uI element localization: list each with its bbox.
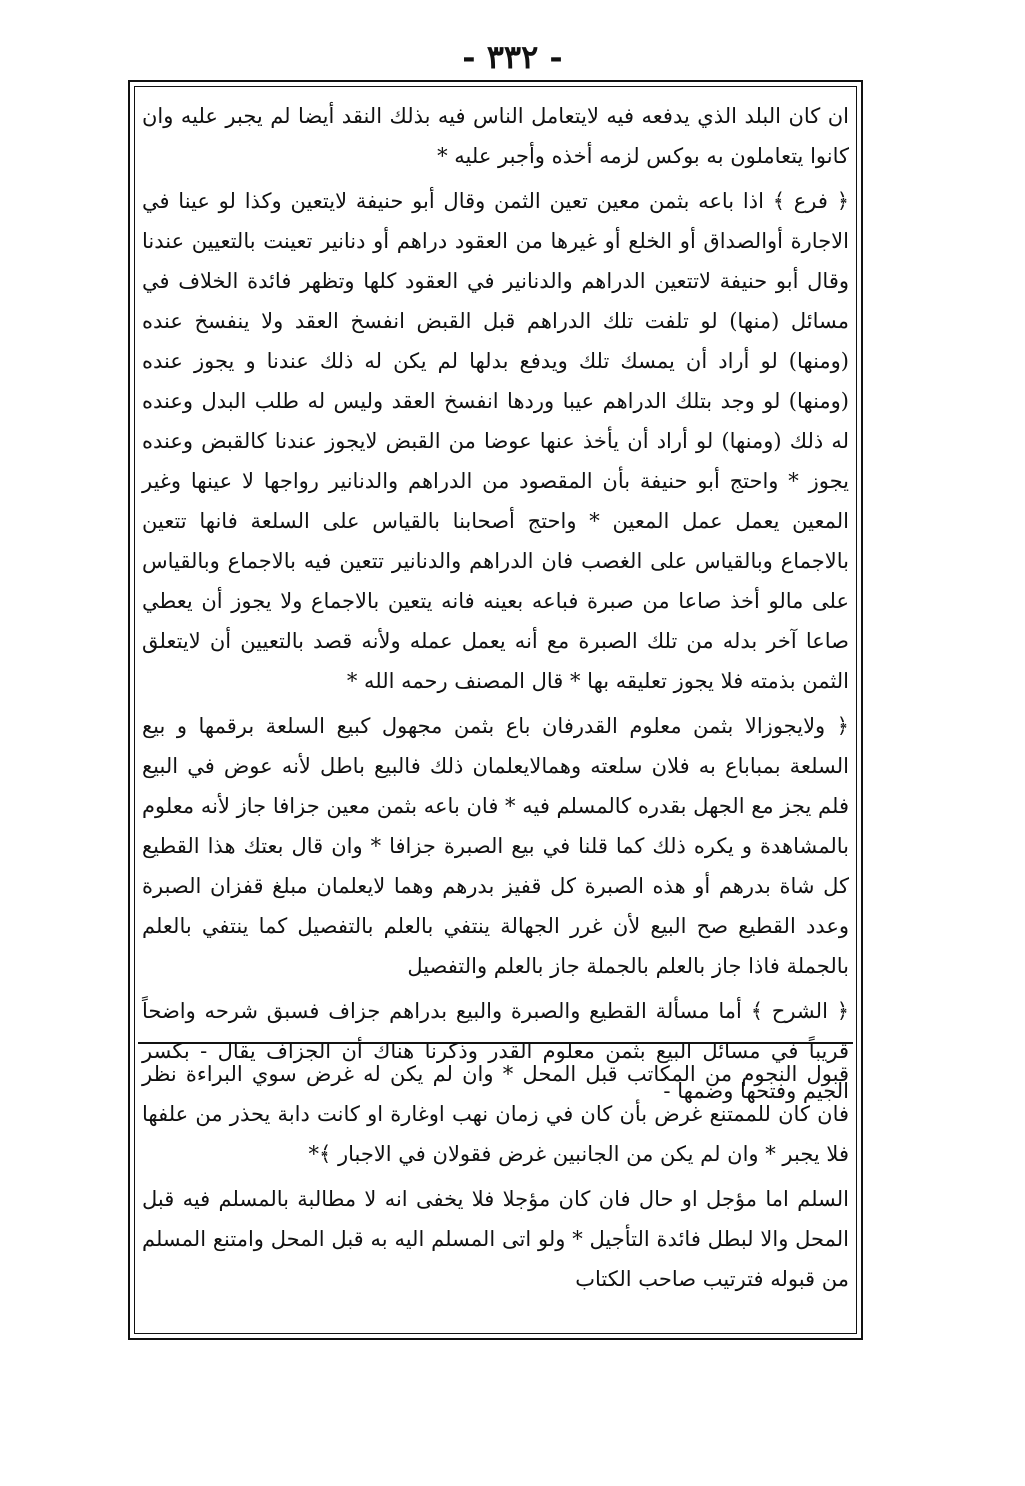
footnote-paragraph: السلم اما مؤجل او حال فان كان مؤجلا فلا يخفى انه لا مطالبة بالمسلم فيه قبل المحل والا لبطل فائدة التأجيل * ولو اتى المسلم اليه به قبل المحل وامتنع المسلم من قبوله فترتيب صاحب الكتاب — [142, 1187, 849, 1291]
main-paragraph: ان كان البلد الذي يدفعه فيه لايتعامل الناس فيه بذلك النقد أيضا لم يجبر عليه وان كانوا يتعاملون به بوكس لزمه أخذه وأجبر عليه * — [142, 104, 849, 168]
main-paragraph: ﴿ فرع ﴾ اذا باعه بثمن معين تعين الثمن وقال أبو حنيفة لايتعين وكذا لو عينا في الاجارة أوالصداق أو الخلع أو غيرها من العقود دراهم أو دنانير تعينت بالتعيين عندنا وقال أبو حنيفة لاتتعين الدراهم والدنانير في العقود كلها وتظهر فائدة الخلاف في مسائل (منها) لو تلفت تلك الدراهم قبل القبض انفسخ العقد ولا ينفسخ عنده (ومنها) لو أراد أن يمسك تلك ويدفع بدلها لم يكن له ذلك عندنا و يجوز عنده (ومنها) لو وجد بتلك الدراهم عيبا وردها انفسخ العقد وليس له طلب البدل وعنده له ذلك (ومنها) لو أراد أن يأخذ عنها عوضا من القبض لايجوز عندنا كالقبض وعنده يجوز * واحتج أبو حنيفة بأن المقصود من الدراهم والدنانير رواجها لا عينها وغير المعين يعمل عمل المعين * واحتج أصحابنا بالقياس على السلعة فانها تتعين بالاجماع وبالقياس على الغصب فان الدراهم والدنانير تتعين فيه بالاجماع وبالقياس على مالو أخذ صاعا من صبرة فباعه بعينه فانه يتعين بالاجماع ولا يجوز أن يعطي صاعا آخر بدله من تلك الصبرة مع أنه يعمل عمله ولأنه قصد بالتعيين أن لايتعلق الثمن بذمته فلا يجوز تعليقه بها * قال المصنف رحمه الله * — [142, 189, 849, 693]
main-paragraph: ﴿ ولايجوزالا بثمن معلوم القدرفان باع بثمن مجهول كبيع السلعة برقمها و بيع السلعة بمباباع به فلان سلعته وهمالايعلمان ذلك فالبيع باطل لأنه عوض في البيع فلم يجز مع الجهل بقدره كالمسلم فيه * فان باعه بثمن معين جزافا جاز لأنه معلوم بالمشاهدة و يكره ذلك كما قلنا في بيع الصبرة جزافا * وان قال بعتك هذا القطيع كل شاة بدرهم أو هذه الصبرة كل قفيز بدرهم وهما لايعلمان مبلغ قفزان الصبرة وعدد القطيع صح البيع لأن غرر الجهالة ينتفي بالعلم بالتفصيل كما ينتفي بالعلم بالجملة فاذا جاز بالعلم بالجملة جاز بالعلم والتفصيل — [142, 714, 849, 978]
main-paragraph: ﴿ الشرح ﴾ أما مسألة القطيع والصبرة والبيع بدراهم جزاف فسبق شرحه واضحاً قريباً في مسائل البيع بثمن معلوم القدر وذكرنا هناك أن الجزاف يقال - بكسر الجيم وفتحها وضمها - — [142, 999, 849, 1103]
page-frame — [128, 80, 863, 1340]
section-divider — [138, 1042, 853, 1044]
main-text — [142, 96, 849, 1103]
page-number: - ٣٣٢ - — [462, 38, 563, 76]
footnote-paragraph: قبول النجوم من المكاتب قبل المحل * وان لم يكن له غرض سوي البراءة نظر فان كان للممتنع غرض بأن كان في زمان نهب اوغارة او كانت دابة يحذر من علفها فلا يجبر * وان لم يكن من الجانبين غرض فقولان في الاجبار ﴾* — [142, 1062, 849, 1166]
footnote-text — [142, 1054, 849, 1324]
